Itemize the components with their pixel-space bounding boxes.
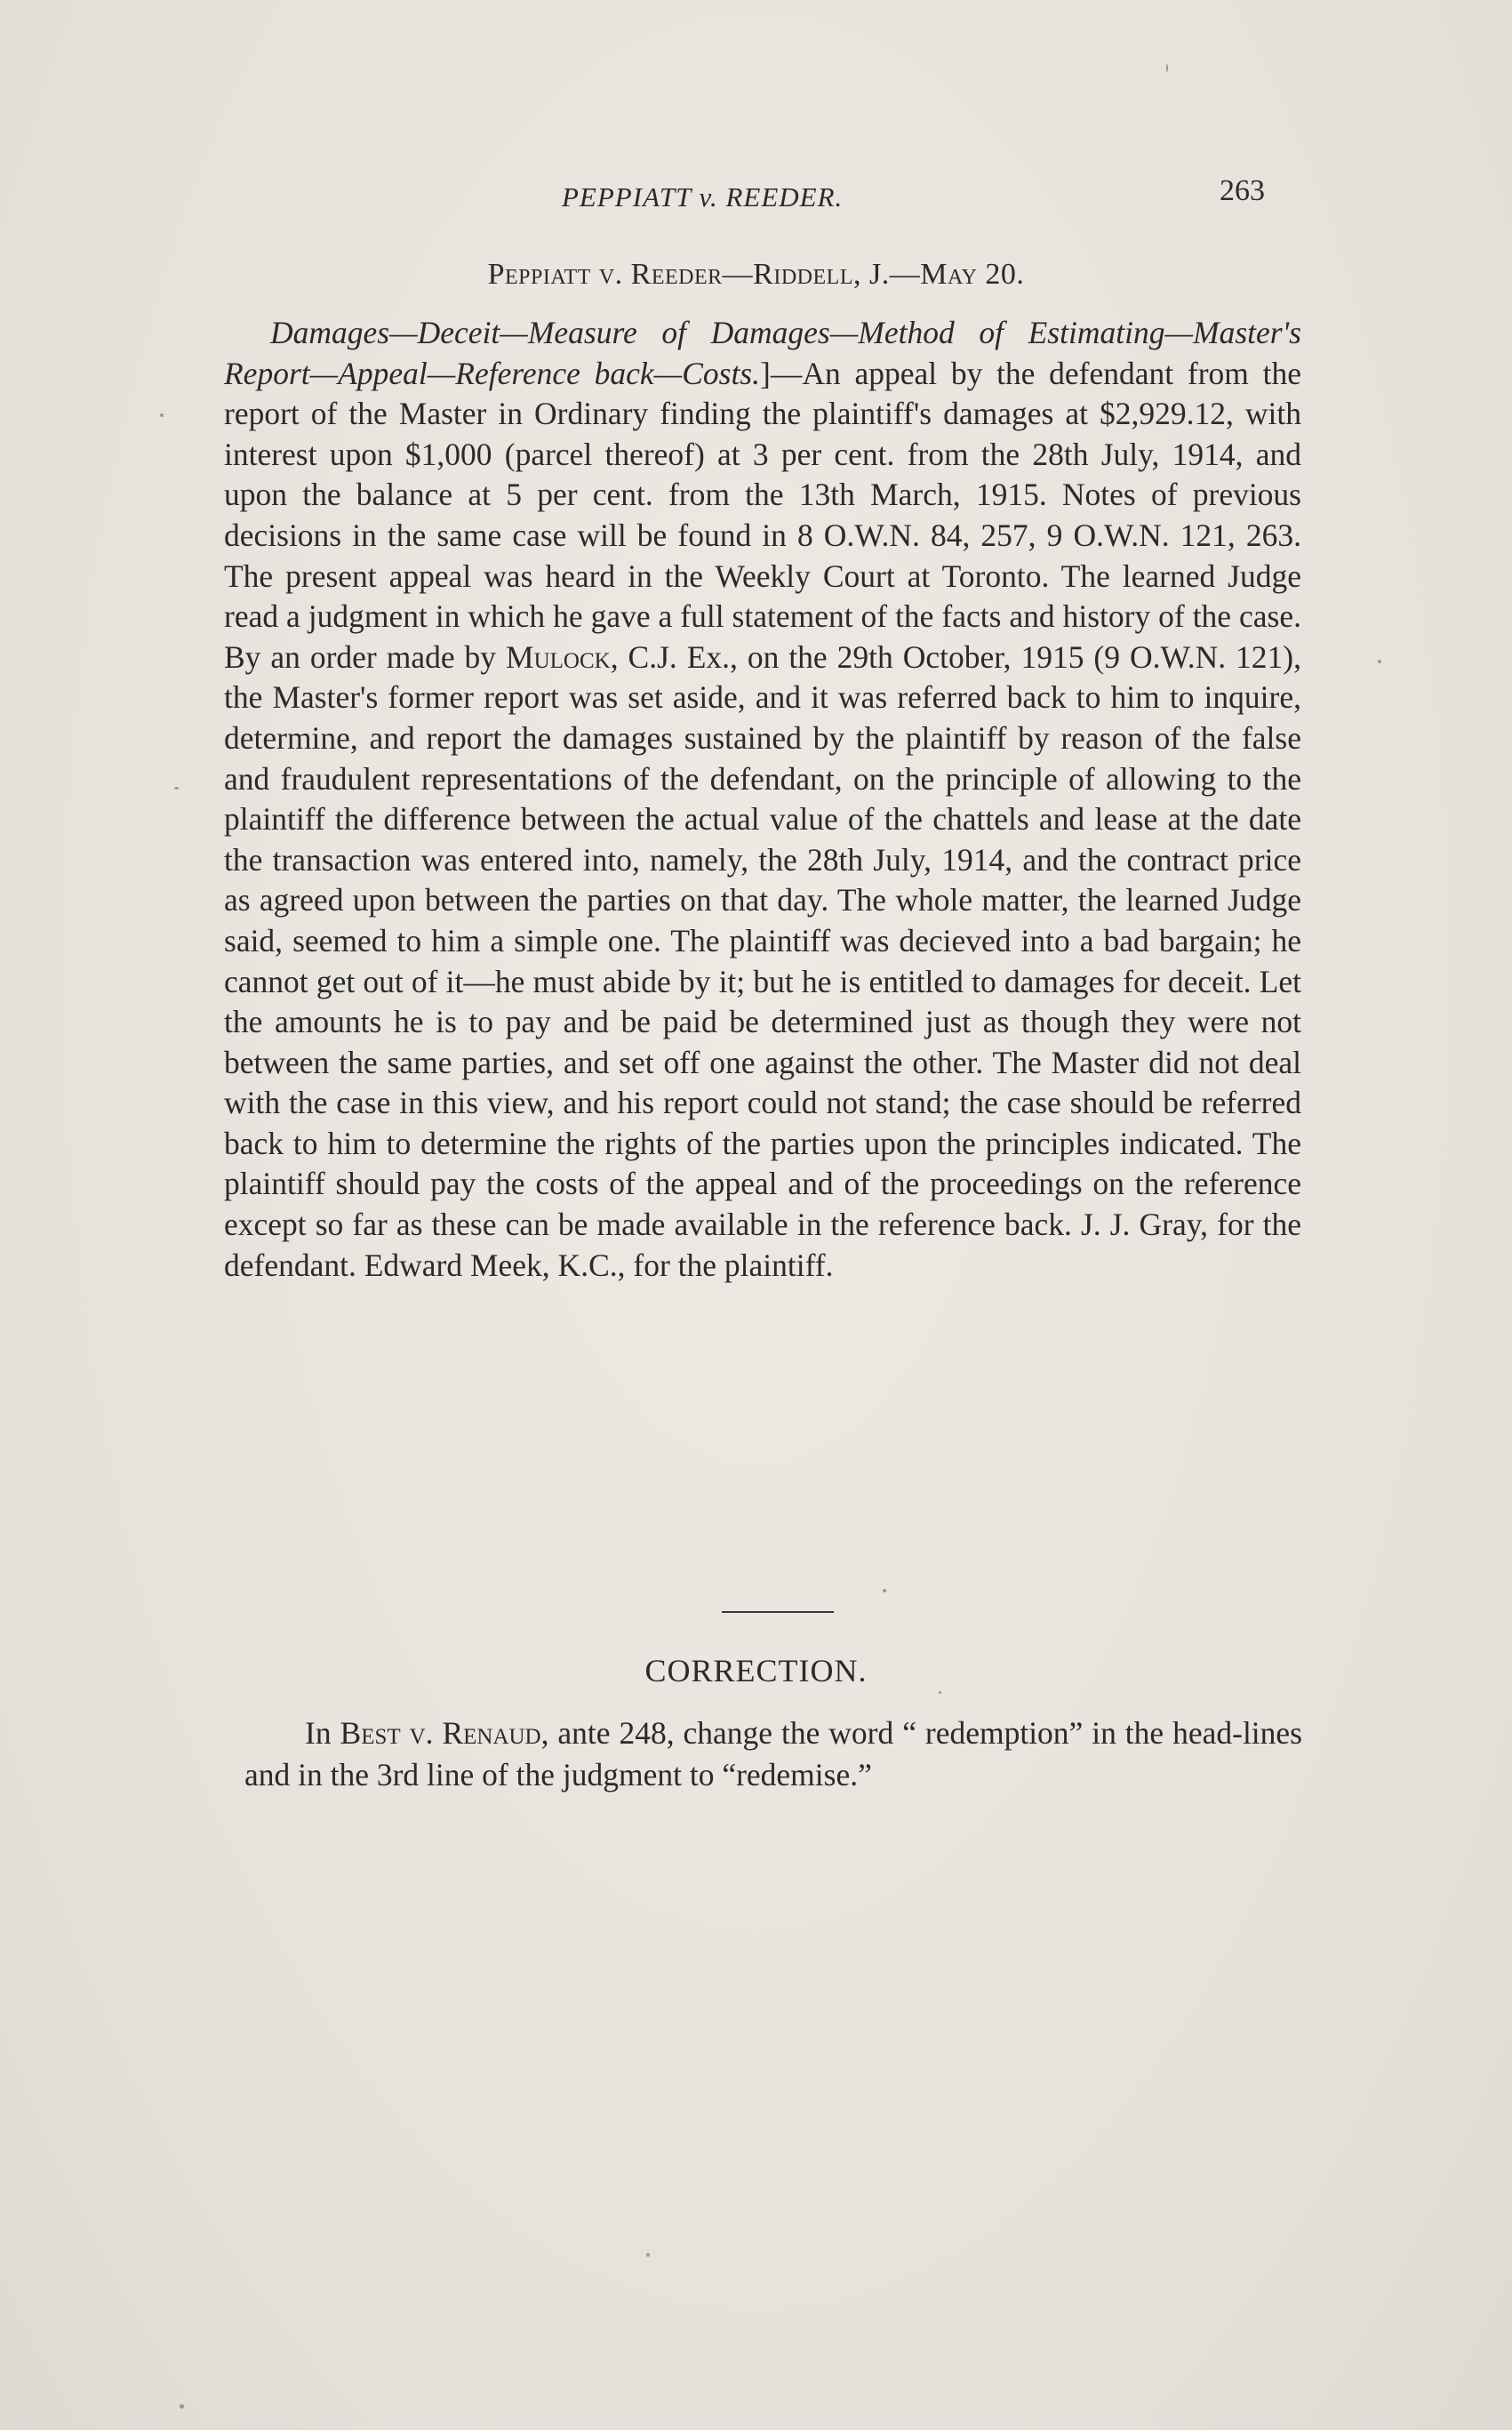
running-header (0, 174, 1512, 221)
paper-speck (160, 413, 164, 417)
case-name: Peppiatt v. Reeder (487, 258, 723, 291)
catchwords: Damages—Deceit—Measure of Damages—Method of Estimating—Master's Report—Appeal—Reference back—Costs. (224, 315, 1301, 391)
paper-speck (646, 2253, 650, 2257)
running-title: PEPPIATT v. REEDER. (562, 181, 844, 213)
paper-speck (1166, 64, 1168, 72)
page-number: 263 (1220, 174, 1265, 207)
case-report-paragraph (224, 313, 1301, 1286)
section-divider (722, 1611, 834, 1613)
correction-paragraph (244, 1712, 1302, 1796)
correction-intro: In (305, 1715, 340, 1751)
case-heading-separator: — (722, 258, 754, 291)
case-judge: Riddell, J. (753, 258, 890, 291)
paper-speck (1378, 660, 1381, 663)
paper-speck (939, 1691, 941, 1694)
judge-reference: Mulock (506, 638, 611, 675)
correction-text: , ante 248, change the word “ redemption” in the head-lines and in the 3rd line of the judgment to “redemise.” (244, 1715, 1302, 1792)
correction-heading: CORRECTION. (644, 1653, 868, 1688)
correction-case-name: Best v. Renaud (340, 1715, 541, 1751)
paper-speck (174, 787, 179, 790)
paper-speck (180, 2404, 184, 2409)
case-heading (0, 258, 1512, 292)
case-body-part-2: , C.J. Ex., on the 29th October, 1915 (9 O.W.N. 121), the Master's former report was set aside, and it was referred back to him to inquire, determine, and report the damages sustained by the plaintiff by reason of the false and fraudulent representations of the defendant, on the principle of allowing to the plaintiff the difference between the actual value of the chattels and lease at the date the transaction was entered into, namely, the 28th July, 1914, and the contract price as agreed upon between the parties on that day. The whole matter, the learned Judge said, seemed to him a simple one. The plaintiff was decieved into a bad bargain; he cannot get out of it—he must abide by it; but he is entitled to damages for deceit. Let the amounts he is to pay and be paid be determined just as though they were not between the same parties, and set off one against the other. The Master did not deal with the case in this view, and his report could not stand; the case should be referred back to him to determine the rights of the parties upon the principles indicated. The plaintiff should pay the costs of the appeal and of the proceedings on the reference except so far as these can be made available in the reference back. J. J. Gray, for the defendant. Edward Meek, K.C., for the plaintiff. (224, 638, 1301, 1283)
case-date: —May 20. (889, 258, 1025, 291)
case-body-part-1: ]—An appeal by the defendant from the report of the Master in Ordinary finding the plaintiff's damages at $2,929.12, with interest upon $1,000 (parcel thereof) at 3 per cent. from the 28th July, 1914, and upon the balance at 5 per cent. from the 13th March, 1915. Notes of previous decisions in the same case will be found in 8 O.W.N. 84, 257, 9 O.W.N. 121, 263. The present appeal was heard in the Weekly Court at Toronto. The learned Judge read a judgment in which he gave a full statement of the facts and history of the case. By an order made by (224, 355, 1301, 675)
paper-speck (883, 1589, 886, 1592)
